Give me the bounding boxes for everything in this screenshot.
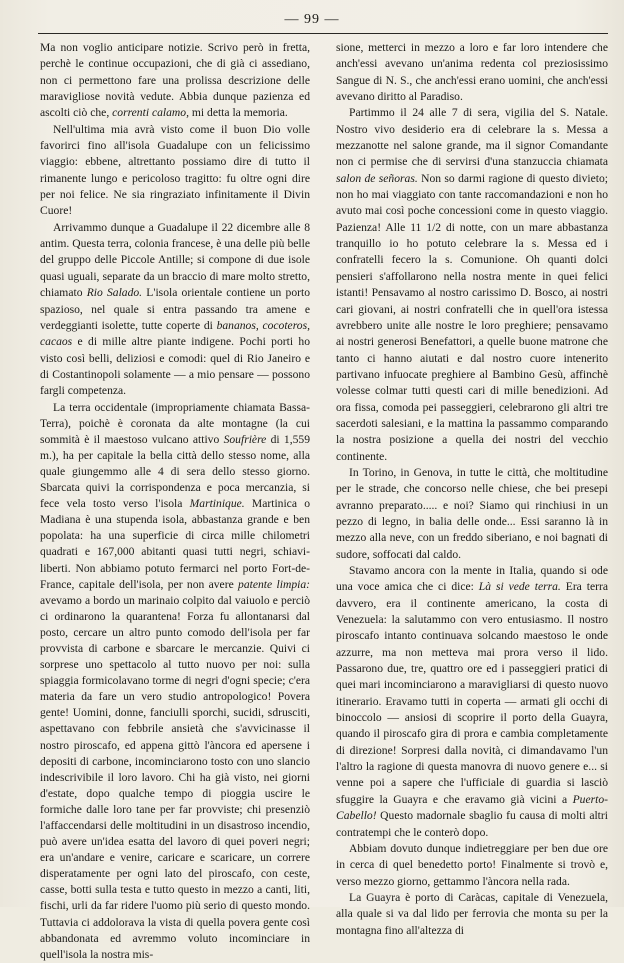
plant-names: bananos, cocoteros, cacaos: [40, 318, 310, 349]
text-run: Non so darmi ragione di questo divieto; non ho mai viaggiato con tante raccomandazioni e non ho avuto mai così poche concessioni come in questo viaggio. Pazienza! Alle 11 1/2 di notte, con un mare abbastanza tranquillo io ho potuto celebrare la s. Messa ed i confratelli fecero la s. Comunione. Oh quanti dolci pensieri s'affollarono nella nostra mente in quei felici istanti! Pensavamo al nostro carissimo D. Bosco, ai nostri cari giovani, ai nostri confratelli che in quell'ora istessa avrebbero unite alle nostre le loro preghiere; pensavamo ai nostri generosi Benefattori, a quelle buone matrone che tanto ci hanno aiutati e dal nostro cuore intenerito partivano infuocate preghiere al Bambino Gesù, affinchè volesse colmar tutti questi cari di mille benedizioni. Ad ora fissa, comoda pei passeggieri, celebrarono gli altri tre sacerdoti salesiani, e la mattina la passammo comparando la nostra posizione a quella dei nostri del vecchio continente.: [336, 171, 608, 463]
text-run: di 1,559 m.), ha per capitale la bella città dello stesso nome, alla quale giungemmo alle 4 di sera dello stesso giorno. Sbarcata quivi la corrispondenza e poca mercanzia, si fece vela tosto verso l'isola: [40, 432, 310, 511]
paragraph: Abbiam dovuto dunque indietreggiare per ben due ore in cerca di quel benedetto porto! Finalmente si trovò e, verso mezzo giorno, gettammo l'àncora nella rada.: [336, 841, 608, 888]
text-run: e di mille altre piante indigene. Pochi porti ho visto così belli, deliziosi e comodi: quel di Rio Janeiro e di Costantinopoli solamente — a mio pensare — possono fargli competenza.: [40, 335, 310, 398]
page-number: — 99 —: [284, 12, 340, 27]
island-name: Martinique.: [189, 497, 245, 511]
text-run: avevamo a bordo un marinaio colpito dal vaiuolo e perciò ci ordinarono la quarantena! Forza fu allontanarsi dal posto, cercare un altro punto comodo dell'isola per far provvista di carbone e sbarcare le mercanzie. Quivi ci sorprese uno spettacolo al tutto nuovo per noi: sulla spiaggia formicolavano torme di negri d'ogni specie; c'era materia da fare un vero studio antropologico! Povera gente! Uomini, donne, fanciulli sporchi, sucidi, sdrusciti, aspettavano con febbrile ansietà che s'avvicinasse il nostro piroscafo, ed appena gittò l'àncora ed apersene i depositi di carbone, incominciarono tosto con uno slancio indescrivibile il loro lavoro. Chi ha già visto, nei giorni d'estate, dopo qualche tempo di pioggia uscire le formiche dalle loro tane per far provviste; chi presenziò l'affaccendarsi delle moltitudini in un disastroso incendio, può avere un'idea esatta del lavoro di quei poveri negri; era un'andare e venire, caricare e scaricare, un correre disperatamente per ogni lato del piroscafo, con ceste, casse, botti sulla testa e tutto questo in mezzo a canti, liti, fischi, urli da far ridere l'uomo più serio di questo mondo. Tuttavia ci addolorava la vista di quella povera gente così abbandonata ed avremmo voluto incominciare in quell'isola la nostra mis-: [40, 593, 310, 961]
volcano-name: Soufrière: [223, 432, 267, 446]
paragraph: [40, 400, 310, 963]
latin-phrase: correnti calamo,: [112, 106, 189, 120]
phrase: patente limpia:: [238, 577, 310, 591]
left-column: [40, 40, 310, 963]
text-run: Partimmo il 24 alle 7 di sera, vigilia del S. Natale. Nostro vivo desiderio era di celebrare la s. Messa a mezzanotte nel salone grande, ma il signor Comandante non ci permise che di servirsi d'una stanzuccia chiamata: [336, 106, 608, 169]
paragraph: La Guayra è porto di Caràcas, capitale di Venezuela, alla quale si va dal lido per ferrovia che monta su per la montagna fino all'altezza di: [336, 890, 608, 937]
text-run: Questo madornale sbaglio fu causa di molti altri contratempi che le conterò dopo.: [336, 809, 608, 839]
header-rule: [38, 33, 608, 34]
paragraph: [336, 105, 608, 465]
right-column: [336, 40, 608, 939]
paragraph: [40, 40, 310, 122]
port-name: Puerto-Cabello!: [336, 792, 608, 823]
text-run: Ma non voglio anticipare notizie. Scrivo però in fretta, perchè le continue occupazioni, che di già ci assediano, non ci permettono fare una prolissa descrizione delle maravigliose novità vedute. Abbia dunque pazienza ed ascolti ciò che,: [40, 41, 310, 120]
paragraph: [336, 563, 608, 841]
text-run: Martinica o Madiana è una stupenda isola, abbastanza grande e ben popolata: ha una superficie di circa mille chilometri quadrati e 167,000 abitanti quasi tutti negri, schiavi-liberti. Non abbiamo potuto fermarci nel porto Fort-de-France, capitale dell'isola, per non avere: [40, 497, 311, 591]
room-name: salon de señoras.: [336, 171, 418, 185]
text-run: mi detta la memoria.: [188, 106, 288, 120]
text-run: La terra occidentale (impropriamente chiamata Bassa-Terra), poichè è coronata da alte montagne (la cui sommità è il maestoso vulcano attivo: [40, 400, 310, 446]
quoted-phrase: Là si vede terra.: [478, 580, 561, 594]
paragraph: sione, metterci in mezzo a loro e far loro intendere che anch'essi avevano un'anima redenta col preziosissimo Sangue di N. S., che anch'essi erano uomini, che anch'essi avevano diritto al Paradiso.: [336, 41, 608, 104]
text-run: L'isola orientale contiene un porto spazioso, nel quale si entra passando tra amene e verdeggianti isolette, tutte coperte di: [40, 286, 311, 332]
place-name: Rio Salado.: [86, 286, 143, 300]
text-run: Arrivammo dunque a Guadalupe il 22 dicembre alle 8 antim. Questa terra, colonia francese, è una delle più belle del gruppo delle Piccole Antille; si compone di due isole quasi uguali, separate da un braccio di mare molto stretto, chiamato: [40, 220, 310, 300]
text-run: Era terra davvero, era il continente americano, la costa di Venezuela: la salutammo con vero entusiasmo. Il nostro piroscafo intanto continuava solcando maestoso le onde azzurre, ma non metteva mai prora verso il lido. Passarono due, tre, quattro ore ed i passeggieri pratici di quei mari incominciarono a maravigliarsi di questo nuovo itinerario. Eravamo tutti in coperta — armati gli occhi di binoccolo — ansiosi di scoprire il porto della Guayra, quando il piroscafo gira di prora e cambia completamente di direzione! Sorpresi dalla novità, ci dimandavamo l'un l'altro la ragione di questa manovra di nuovo genere e... si venne poi a sapere che l'ufficiale di guardia si lasciò sfuggire la Guayra e che eravamo già vicini a: [336, 580, 608, 806]
paragraph: Nell'ultima mia avrà visto come il buon Dio volle favorirci fino all'isola Guadalupe con un felicissimo viaggio: ebbene, altrettanto possiamo dire di tutto il rimanente lungo e pericoloso tragitto: fu oltre ogni dire per noi felice. Ne sia ringraziato infinitamente il Divin Cuore!: [40, 122, 310, 218]
text-run: Stavamo ancora con la mente in Italia, quando si ode una voce amica che ci dice:: [336, 564, 608, 594]
paragraph: In Torino, in Genova, in tutte le città, che moltitudine per le strade, che concorso nelle chiese, che bei presepi avranno preparato..... e noi? Siamo qui rinchiusi in un pezzo di legno, in balia delle onde... Essi saranno là in mezzo alla neve, con un freddo siberiano, e noi bagnati di sudore, soffocati dal caldo.: [336, 465, 608, 561]
paragraph: [40, 220, 310, 400]
